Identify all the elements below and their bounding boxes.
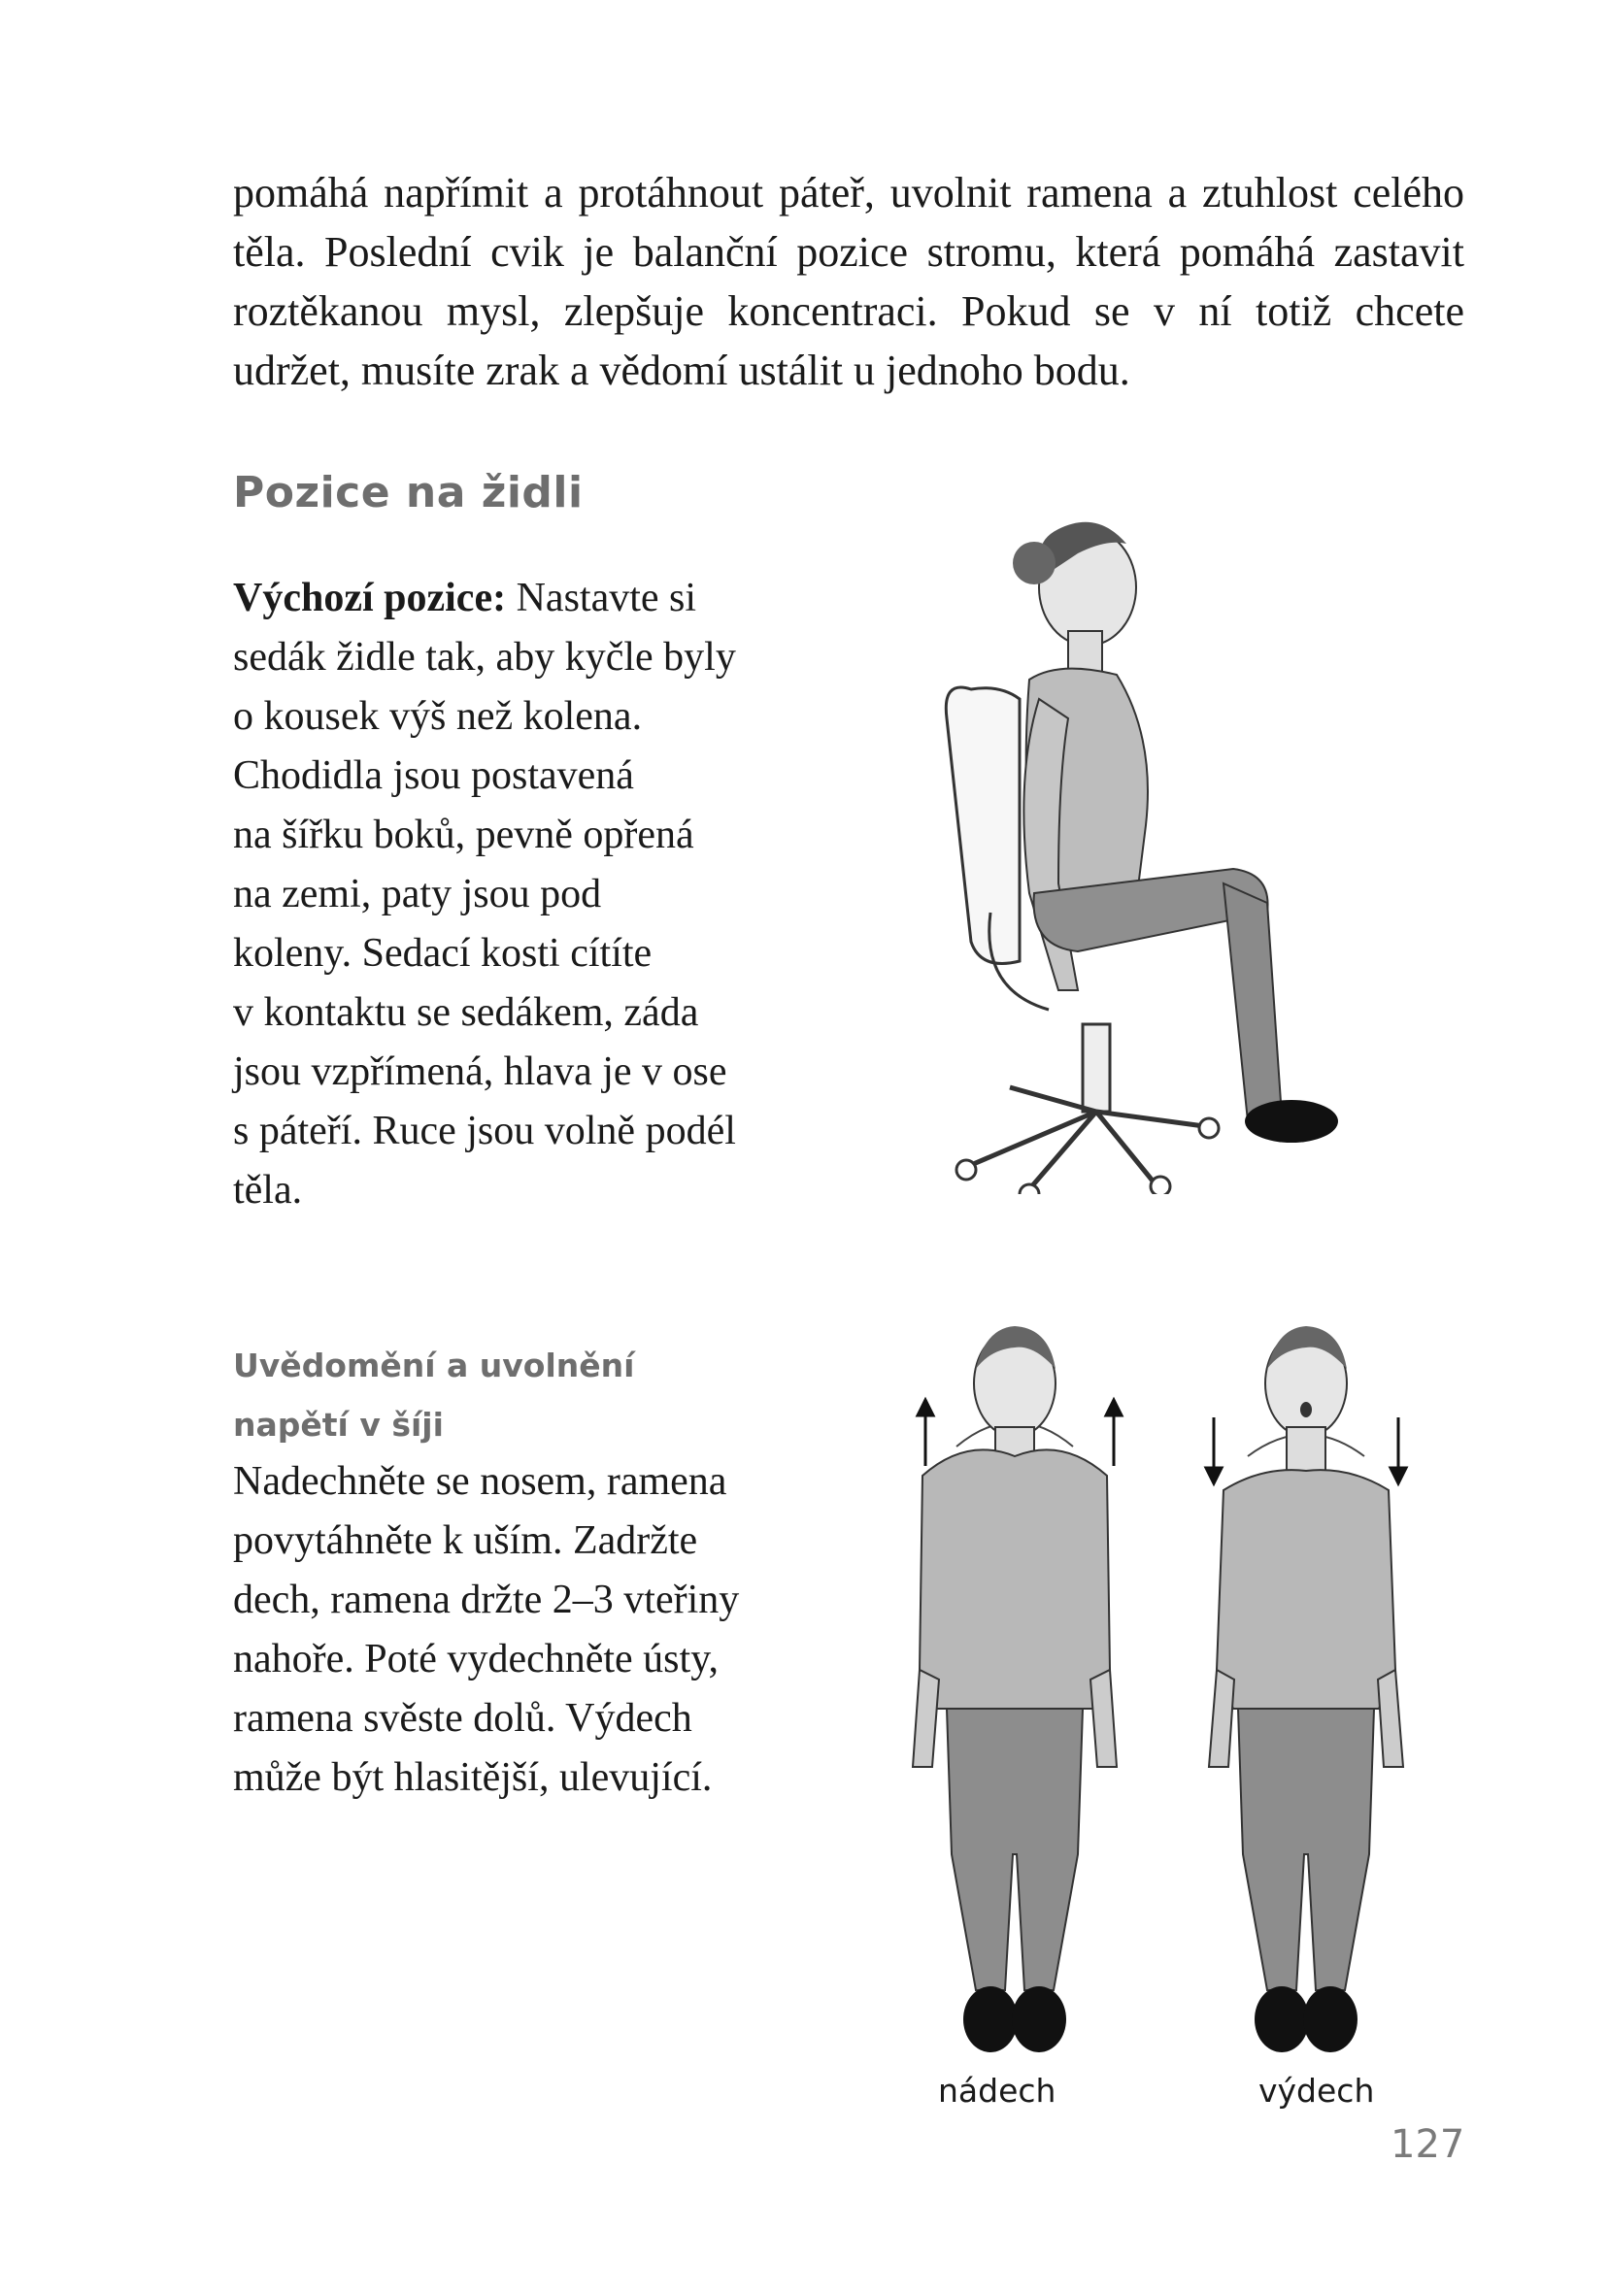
seated-side-view-illustration bbox=[913, 485, 1379, 1194]
paragraph-line: sedák židle tak, aby kyčle byly bbox=[233, 635, 736, 680]
page-number: 127 bbox=[1391, 2122, 1465, 2167]
paragraph-line: s páteří. Ruce jsou volně podél bbox=[233, 1109, 736, 1153]
intro-paragraph: pomáhá napřímit a protáhnout páteř, uvolnit ramena a ztuhlost celého těla. Poslední cvik je balanční pozice stromu, která pomáhá zastavit roztěkanou mysl, zlepšuje koncentraci. Pokud se v ní totiž chcete udržet, musíte zrak a vědomí ustálit u jednoho bodu. bbox=[233, 169, 1464, 394]
exhale-front-view-illustration bbox=[1190, 1311, 1423, 2058]
paragraph-line: na zemi, paty jsou pod bbox=[233, 872, 602, 916]
paragraph-line: těla. bbox=[233, 1168, 303, 1213]
paragraph-line: může být hlasitější, ulevující. bbox=[233, 1755, 713, 1800]
starting-position-lead: Výchozí pozice: bbox=[233, 576, 507, 620]
paragraph-line: Chodidla jsou postavená bbox=[233, 753, 634, 798]
paragraph-line: povytáhněte k uším. Zadržte bbox=[233, 1518, 698, 1563]
paragraph-line: Nastavte si bbox=[506, 576, 697, 620]
paragraph-line: nahoře. Poté vydechněte ústy, bbox=[233, 1637, 719, 1681]
exercise-heading-line: napětí v šíji bbox=[233, 1406, 444, 1444]
paragraph-line: jsou vzpřímená, hlava je v ose bbox=[233, 1049, 727, 1094]
inhale-caption: nádech bbox=[938, 2072, 1056, 2110]
paragraph-line: na šířku boků, pevně opřená bbox=[233, 813, 694, 857]
section-title: Pozice na židli bbox=[233, 468, 584, 517]
paragraph-line: dech, ramena držte 2–3 vteřiny bbox=[233, 1578, 740, 1622]
inhale-front-view-illustration bbox=[898, 1311, 1131, 2058]
paragraph-line: Nadechněte se nosem, ramena bbox=[233, 1459, 727, 1504]
starting-position-paragraph bbox=[233, 569, 855, 1220]
exhale-caption: výdech bbox=[1258, 2072, 1375, 2110]
exercise-heading bbox=[233, 1336, 738, 1454]
paragraph-line: ramena svěste dolů. Výdech bbox=[233, 1696, 692, 1741]
exercise-paragraph bbox=[233, 1452, 855, 1808]
paragraph-line: o kousek výš než kolena. bbox=[233, 694, 643, 739]
paragraph-line: koleny. Sedací kosti cítíte bbox=[233, 931, 653, 976]
paragraph-line: v kontaktu se sedákem, záda bbox=[233, 990, 699, 1035]
exercise-heading-line: Uvědomění a uvolnění bbox=[233, 1347, 635, 1384]
